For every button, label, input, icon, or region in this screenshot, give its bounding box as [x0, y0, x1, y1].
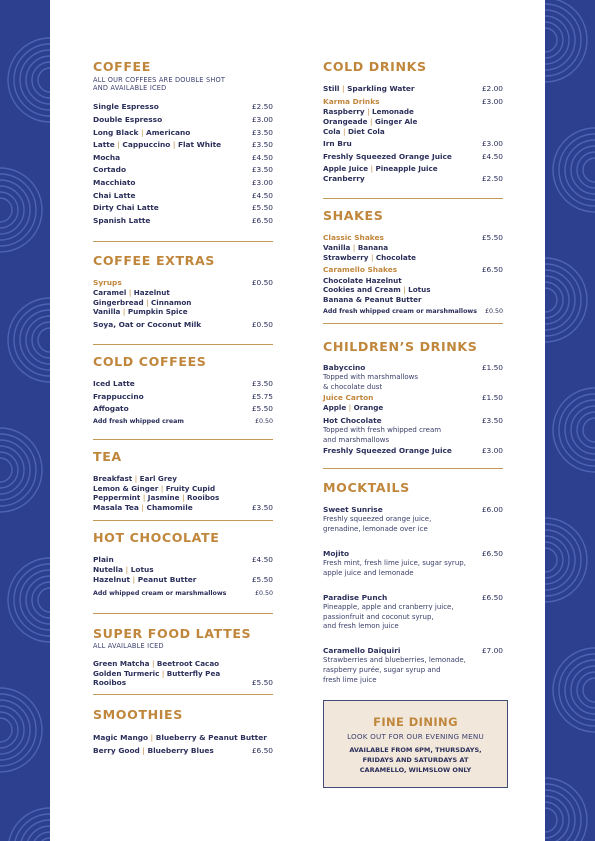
- item-price: £3.00: [251, 177, 273, 187]
- separator: |: [146, 297, 149, 307]
- item-price: £5.50: [251, 203, 273, 213]
- item-price: £0.50: [254, 589, 273, 597]
- item-name: Hazelnut | Peanut Butter: [93, 575, 197, 585]
- separator: |: [172, 140, 176, 150]
- menu-item: [323, 549, 503, 579]
- item-price: £3.00: [481, 97, 503, 107]
- menu-item: [93, 202, 273, 215]
- fine-dining-line: FRIDAYS AND SATURDAYS AT: [362, 756, 469, 764]
- coffee-extras-section: [93, 254, 273, 345]
- item-price: £3.50: [251, 502, 273, 512]
- item-name: Frappuccino: [93, 391, 144, 401]
- item-option: Vanilla | Banana: [323, 243, 389, 253]
- menu-item: [93, 745, 273, 758]
- menu-item: [93, 319, 273, 332]
- item-name: Still | Sparkling Water: [323, 84, 415, 93]
- item-price: £1.50: [481, 392, 503, 402]
- item-price: £3.00: [481, 139, 503, 149]
- item-price: £5.50: [251, 575, 273, 585]
- menu-item: [93, 403, 273, 416]
- separator: |: [150, 733, 154, 742]
- decorative-pattern-right: [545, 0, 595, 841]
- item-option: Strawberry | Chocolate: [323, 252, 417, 262]
- item-name: Affogato: [93, 404, 129, 414]
- item-option: Golden Turmeric | Butterfly Pea: [93, 668, 221, 678]
- item-option: Orangeade | Ginger Ale: [323, 117, 418, 126]
- fine-dining-line: CARAMELLO, WILMSLOW ONLY: [359, 766, 472, 774]
- separator: |: [134, 474, 138, 483]
- section-title: CHILDREN’S DRINKS: [323, 339, 478, 354]
- item-price: £4.50: [251, 152, 273, 162]
- item-option: Breakfast | Earl Grey: [93, 474, 177, 483]
- item-name: Paradise Punch: [323, 592, 388, 602]
- item-description: Freshly squeezed orange juice,: [323, 515, 432, 524]
- item-description: and fresh lemon juice: [323, 622, 399, 631]
- separator: |: [142, 493, 146, 503]
- item-price: £4.50: [251, 555, 273, 564]
- decorative-pattern-left: [0, 0, 50, 841]
- item-price: £3.50: [251, 140, 273, 150]
- separator: |: [367, 107, 370, 117]
- cold-coffees-section: [93, 355, 273, 440]
- menu-item: [323, 233, 503, 243]
- childrens-drinks-section: [323, 340, 503, 469]
- item-name: Caramello Daiquiri: [323, 646, 401, 656]
- section-subtitle: ALL AVAILABLE ICED: [93, 642, 164, 650]
- item-option: Cookies and Cream | Lotus: [323, 285, 431, 295]
- item-name: Hot Chocolate: [323, 415, 382, 425]
- separator: |: [122, 307, 126, 317]
- item-price: £3.50: [251, 165, 273, 175]
- item-price: £4.50: [251, 190, 273, 200]
- item-name: Syrups: [93, 278, 122, 287]
- menu-item: [93, 416, 273, 429]
- menu-item: [323, 416, 503, 426]
- item-name: Magic Mango | Blueberry & Peanut Butter: [93, 733, 267, 742]
- menu-item: [93, 732, 273, 745]
- menu-item: [93, 391, 273, 404]
- separator: |: [343, 126, 346, 136]
- section-title: SMOOTHIES: [93, 707, 183, 722]
- menu-item: [323, 151, 503, 164]
- item-price: £5.50: [481, 233, 503, 242]
- separator: |: [151, 659, 155, 669]
- menu-item: [93, 678, 273, 688]
- coffee-section: [93, 60, 273, 242]
- item-option: Apple | Orange: [323, 403, 384, 412]
- item-description: Strawberries and blueberries, lemonade,: [323, 656, 466, 665]
- item-name: Cortado: [93, 165, 127, 175]
- item-name: Caramello Shakes: [323, 265, 398, 275]
- section-title: COFFEE EXTRAS: [93, 253, 215, 268]
- menu-item: [323, 593, 503, 633]
- item-price: £0.50: [254, 417, 273, 425]
- item-name: Babyccino: [323, 363, 366, 372]
- item-price: £6.50: [481, 265, 503, 275]
- menu-item: [93, 164, 273, 177]
- section-title: COLD COFFEES: [93, 354, 207, 369]
- item-price: £5.50: [251, 678, 273, 688]
- section-title: COFFEE: [93, 59, 151, 74]
- item-name: Iced Latte: [93, 379, 135, 388]
- item-price: £0.50: [251, 319, 273, 329]
- item-description: raspberry purée, sugar syrup and: [323, 666, 441, 675]
- item-name: Soya, Oat or Coconut Milk: [93, 319, 202, 329]
- item-name: Juice Carton: [323, 392, 374, 402]
- menu-item: [323, 84, 503, 94]
- shakes-section: [323, 209, 503, 324]
- menu-item: [93, 565, 273, 575]
- menu-item: [93, 555, 273, 565]
- item-name: Cranberry: [323, 173, 365, 183]
- menu-item: [93, 503, 273, 513]
- menu-item: [93, 177, 273, 190]
- menu-item: [323, 445, 503, 458]
- item-name: Plain: [93, 555, 114, 564]
- separator: |: [348, 403, 352, 412]
- item-description: Topped with fresh whipped cream: [323, 425, 442, 434]
- section-subtitle: AND AVAILABLE ICED: [93, 84, 167, 93]
- item-name: Karma Drinks: [323, 97, 380, 107]
- item-name: Classic Shakes: [323, 233, 384, 242]
- menu-item: [323, 138, 503, 151]
- item-price: £6.50: [251, 745, 273, 755]
- item-price: £6.50: [481, 548, 503, 558]
- hot-chocolate-section: [93, 531, 273, 614]
- item-name: Long Black | Americano: [93, 127, 191, 137]
- item-name: Irn Bru: [323, 139, 352, 149]
- fine-dining-box: [323, 700, 508, 788]
- separator: |: [370, 164, 374, 174]
- item-name: Sweet Sunrise: [323, 505, 383, 514]
- separator: |: [370, 252, 374, 262]
- section-title: SUPER FOOD LATTES: [93, 626, 252, 641]
- item-description: apple juice and lemonade: [323, 568, 414, 577]
- item-option: Banana & Peanut Butter: [323, 294, 422, 304]
- item-name: Mocha: [93, 152, 121, 162]
- item-price: £3.00: [251, 115, 273, 124]
- section-title: HOT CHOCOLATE: [93, 530, 220, 545]
- item-description: passionfruit and coconut syrup,: [323, 612, 434, 621]
- separator: |: [160, 483, 164, 493]
- menu-item: [93, 139, 273, 152]
- item-price: £6.50: [481, 592, 503, 602]
- item-description: Pineapple, apple and cranberry juice,: [323, 602, 454, 611]
- item-name: Berry Good | Blueberry Blues: [93, 745, 214, 755]
- menu-item: [93, 114, 273, 127]
- item-name: Masala Tea | Chamomile: [93, 502, 193, 512]
- mocktails-section: [323, 481, 503, 686]
- item-price: £3.50: [481, 415, 503, 425]
- item-option: Chocolate Hazelnut: [323, 275, 402, 285]
- item-name: Spanish Latte: [93, 215, 151, 225]
- item-description: fresh lime juice: [323, 675, 377, 684]
- separator: |: [352, 243, 356, 253]
- item-name: Double Espresso: [93, 115, 163, 124]
- menu-left-column: [93, 60, 273, 757]
- menu-item: [323, 306, 503, 319]
- fine-dining-line: AVAILABLE FROM 6PM, THURSDAYS,: [349, 746, 482, 754]
- item-description: Fresh mint, fresh lime juice, sugar syrup,: [323, 559, 466, 567]
- item-name: Chai Latte: [93, 190, 136, 200]
- section-title: COLD DRINKS: [323, 59, 427, 74]
- item-description: grenadine, lemonade over ice: [323, 525, 428, 533]
- super-food-lattes-section: [93, 627, 273, 695]
- item-name: Freshly Squeezed Orange Juice: [323, 446, 452, 456]
- separator: |: [125, 565, 129, 575]
- separator: |: [141, 502, 144, 512]
- menu-item: [323, 97, 503, 107]
- item-name: Latte | Cappuccino | Flat White: [93, 140, 222, 150]
- fine-dining-details: [324, 745, 507, 775]
- item-name: Rooibos: [93, 678, 127, 688]
- item-option: Raspberry | Lemonade: [323, 107, 414, 117]
- item-option: Lemon & Ginger | Fruity Cupid: [93, 483, 216, 493]
- section-subtitle: ALL OUR COFFEES ARE DOUBLE SHOT: [93, 76, 226, 84]
- menu-item: [323, 646, 503, 686]
- menu-item: [93, 278, 273, 288]
- separator: |: [370, 117, 373, 126]
- item-price: £2.00: [481, 84, 503, 93]
- menu-item: [93, 152, 273, 165]
- item-option: Green Matcha | Beetroot Cacao: [93, 659, 220, 669]
- menu-item: [93, 575, 273, 585]
- menu-item: [323, 265, 503, 275]
- separator: |: [342, 84, 345, 93]
- section-title: MOCKTAILS: [323, 480, 410, 495]
- menu-item: [93, 127, 273, 140]
- item-price: £2.50: [481, 173, 503, 183]
- separator: |: [117, 140, 120, 150]
- separator: |: [132, 575, 136, 585]
- item-name: Dirty Chai Latte: [93, 203, 159, 213]
- item-option: Caramel | Hazelnut: [93, 288, 170, 298]
- item-price: £6.00: [481, 505, 503, 514]
- menu-item: [93, 378, 273, 391]
- item-description: & chocolate dust: [323, 383, 383, 391]
- menu-item: [323, 393, 503, 403]
- section-title: TEA: [93, 449, 122, 464]
- item-name: Nutella | Lotus: [93, 565, 154, 575]
- menu-item: [323, 505, 503, 535]
- item-price: £3.50: [251, 127, 273, 137]
- item-price: £5.50: [251, 404, 273, 414]
- item-name: Mojito: [323, 548, 350, 558]
- item-name: Freshly Squeezed Orange Juice: [323, 151, 452, 161]
- menu-item: [323, 363, 503, 373]
- item-option: Apple Juice | Pineapple Juice: [323, 164, 438, 174]
- item-option: Cola | Diet Cola: [323, 126, 385, 136]
- item-option: Gingerbread | Cinnamon: [93, 297, 192, 307]
- item-price: £0.50: [251, 278, 273, 287]
- cold-drinks-section: [323, 60, 503, 199]
- fine-dining-subtitle: LOOK OUT FOR OUR EVENING MENU: [347, 732, 484, 741]
- separator: |: [142, 745, 145, 755]
- tea-section: [93, 450, 273, 521]
- item-name: Add fresh whipped cream or marshmallows: [323, 308, 477, 316]
- menu-item: [93, 101, 273, 114]
- section-title: SHAKES: [323, 208, 384, 223]
- item-price: £0.50: [484, 308, 503, 316]
- separator: |: [128, 288, 132, 298]
- separator: |: [182, 493, 185, 503]
- item-description: Topped with marshmallows: [323, 373, 419, 382]
- menu-item: [93, 190, 273, 203]
- item-name: Add whipped cream or marshmallows: [93, 589, 227, 597]
- item-price: £5.75: [251, 391, 273, 401]
- separator: |: [140, 127, 144, 137]
- separator: |: [161, 668, 165, 678]
- menu-item: [93, 215, 273, 228]
- menu-item: [93, 588, 273, 601]
- item-description: and marshmallows: [323, 435, 390, 444]
- menu-item: [323, 174, 503, 184]
- item-option: Vanilla | Pumpkin Spice: [93, 307, 188, 317]
- item-name: Macchiato: [93, 177, 136, 187]
- item-price: £6.50: [251, 215, 273, 225]
- item-name: Add fresh whipped cream: [93, 417, 184, 425]
- item-price: £4.50: [481, 151, 503, 161]
- item-price: £3.00: [481, 446, 503, 456]
- menu-right-column: [323, 60, 503, 686]
- item-price: £2.50: [251, 102, 273, 112]
- smoothies-section: [93, 708, 273, 757]
- item-name: Single Espresso: [93, 102, 159, 112]
- item-price: £3.50: [251, 379, 273, 388]
- separator: |: [403, 285, 406, 295]
- item-price: £7.00: [481, 646, 503, 656]
- item-price: £1.50: [481, 363, 503, 372]
- item-option: Peppermint | Jasmine | Rooibos: [93, 493, 220, 503]
- fine-dining-title: FINE DINING: [373, 715, 458, 729]
